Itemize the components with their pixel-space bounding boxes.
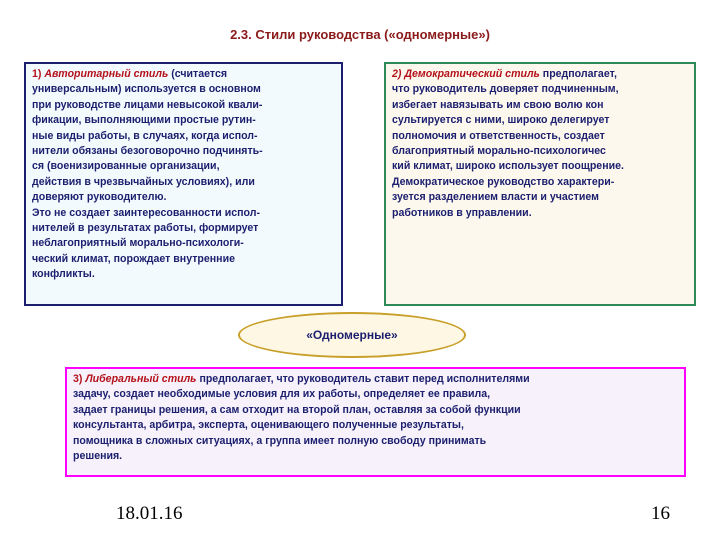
box3-line: решения. xyxy=(73,450,123,463)
box3-line: задачу, создает необходимые условия для их работы, определяет ее правила, xyxy=(73,388,491,401)
box1-line: нителей в результатах работы, формирует xyxy=(32,222,259,235)
box1-line: фикации, выполняющими простые рутин- xyxy=(32,114,256,127)
box1-line: конфликты. xyxy=(32,268,95,281)
box3-line-0 xyxy=(73,372,678,387)
box2-line: кий климат, широко использует поощрение. xyxy=(392,160,624,173)
box1-line: ческий климат, порождает внутренние xyxy=(32,252,235,265)
slide-title: 2.3. Стили руководства («одномерные») xyxy=(230,27,490,42)
democratic-style-box xyxy=(384,62,696,306)
box3-line: помощника в сложных ситуациях, а группа имеет полную свободу принимать xyxy=(73,434,487,447)
box2-line: полномочия и ответственность, создает xyxy=(392,129,605,142)
box1-line: ные виды работы, в случаях, когда испол- xyxy=(32,129,258,142)
box1-line: при руководстве лицами невысокой квали- xyxy=(32,98,263,111)
box2-line: зуется разделением власти и участием xyxy=(392,191,599,204)
box3-line: задает границы решения, а сам отходит на второй план, оставляя за собой функции xyxy=(73,403,521,416)
one-dimensional-label: «Одномерные» xyxy=(238,312,466,358)
liberal-style-box xyxy=(65,367,686,477)
box2-style-name: 2) Демократический стиль xyxy=(392,68,540,80)
box3-text: предполагает, что руководитель ставит перед исполнителями xyxy=(199,373,530,385)
box3-style-name: Либеральный стиль xyxy=(85,373,197,385)
box1-line: Это не создает заинтересованности испол- xyxy=(32,206,261,219)
box2-line: благоприятный морально-психологичес xyxy=(392,145,606,158)
box1-number: 1) xyxy=(32,68,42,80)
box2-line-0 xyxy=(392,67,688,82)
box1-line-0 xyxy=(32,67,335,82)
box2-line: работников в управлении. xyxy=(392,206,532,219)
box1-line: универсальным) используется в основном xyxy=(32,83,261,96)
box1-line: ся (военизированные организации, xyxy=(32,160,220,173)
box1-line: действия в чрезвычайных условиях), или xyxy=(32,175,255,188)
box1-text: (считается xyxy=(171,68,228,80)
box2-text: предполагает, xyxy=(542,68,617,80)
box2-line: Демократическое руководство характери- xyxy=(392,175,615,188)
box1-line: неблагоприятный морально-психологи- xyxy=(32,237,244,250)
box1-line: доверяют руководителю. xyxy=(32,191,167,204)
box2-line: сультируется с ними, широко делегирует xyxy=(392,114,610,127)
box1-line: нители обязаны безоговорочно подчинять- xyxy=(32,145,263,158)
box2-line: избегает навязывать им свою волю кон xyxy=(392,98,604,111)
box1-style-name: Авторитарный стиль xyxy=(44,68,169,80)
footer-date: 18.01.16 xyxy=(116,503,183,524)
box3-line: консультанта, арбитра, эксперта, оценивающего полученные результаты, xyxy=(73,419,464,432)
page-number: 16 xyxy=(651,503,670,524)
box2-line: что руководитель доверяет подчиненным, xyxy=(392,83,619,96)
authoritarian-style-box xyxy=(24,62,343,306)
box3-number: 3) xyxy=(73,373,83,385)
